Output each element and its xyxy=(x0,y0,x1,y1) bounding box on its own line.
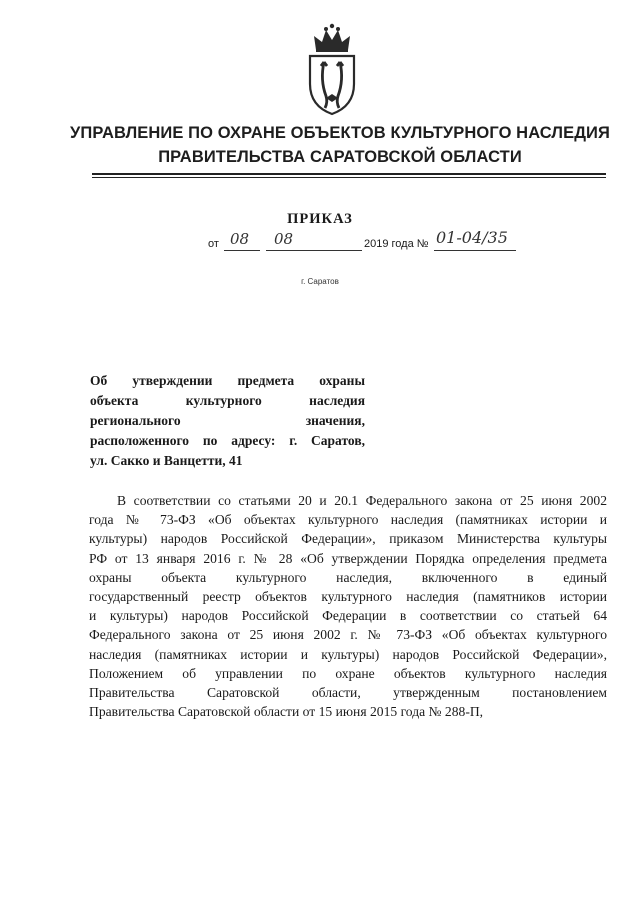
body-line: Положением об управлении по охране объектов культурного наследия xyxy=(89,665,607,681)
document-type-heading: ПРИКАЗ xyxy=(287,211,353,227)
header-divider-thick xyxy=(92,173,606,175)
date-prefix: от xyxy=(208,238,219,250)
body-line: Правительства Саратовской области от 15 июня 2015 года № 288-П, xyxy=(89,704,484,720)
order-subject xyxy=(90,371,365,471)
body-line: охраны объекта культурного наследия, включенного в единый xyxy=(89,569,607,585)
subject-line: ул. Сакко и Ванцетти, 41 xyxy=(90,453,243,468)
day-underline xyxy=(224,250,260,251)
body-line: и культуры) народов Российской Федерации в соответствии со статьей 64 xyxy=(89,608,607,624)
city-label: г. Саратов xyxy=(301,277,339,286)
body-line: культуры) народов Российской Федерации», приказом Министерства культуры xyxy=(89,531,607,547)
number-underline xyxy=(434,250,516,251)
body-line: Правительства Саратовской области, утвержденным постановлением xyxy=(89,684,607,700)
subject-line: Об утверждении предмета охраны xyxy=(90,373,365,388)
header-divider-thin xyxy=(92,177,606,178)
subject-line: объекта культурного наследия xyxy=(90,393,365,408)
body-line: государственный реестр объектов культурного наследия (памятников истории xyxy=(89,588,607,604)
organization-title-line-2: ПРАВИТЕЛЬСТВА САРАТОВСКОЙ ОБЛАСТИ xyxy=(158,148,522,166)
subject-line: расположенного по адресу: г. Саратов, xyxy=(90,433,365,448)
order-body-paragraph xyxy=(89,491,607,721)
year-and-number-label: 2019 года № xyxy=(364,238,429,250)
body-line: В соответствии со статьями 20 и 20.1 Федерального закона от 25 июня 2002 xyxy=(117,493,607,508)
organization-title-line-1: УПРАВЛЕНИЕ ПО ОХРАНЕ ОБЪЕКТОВ КУЛЬТУРНОГО НАСЛЕДИЯ xyxy=(70,124,610,142)
month-underline xyxy=(266,250,362,251)
handwritten-month: 08 xyxy=(274,230,294,248)
body-line: наследия (памятниках истории и культуры) народов Российской Федерации», xyxy=(89,646,607,662)
body-line: Федерального закона от 25 июня 2002 г. № 73-ФЗ «Об объектах культурного xyxy=(89,627,607,643)
subject-line: регионального значения, xyxy=(90,413,365,428)
handwritten-order-number: 01-04/35 xyxy=(436,228,508,247)
body-line: года № 73-ФЗ «Об объектах культурного наследия (памятниках истории и xyxy=(89,512,607,528)
body-line: РФ от 13 января 2016 г. № 28 «Об утверждении Порядка определения предмета xyxy=(89,550,607,566)
coat-of-arms-icon xyxy=(302,22,362,118)
handwritten-day: 08 xyxy=(230,230,250,248)
